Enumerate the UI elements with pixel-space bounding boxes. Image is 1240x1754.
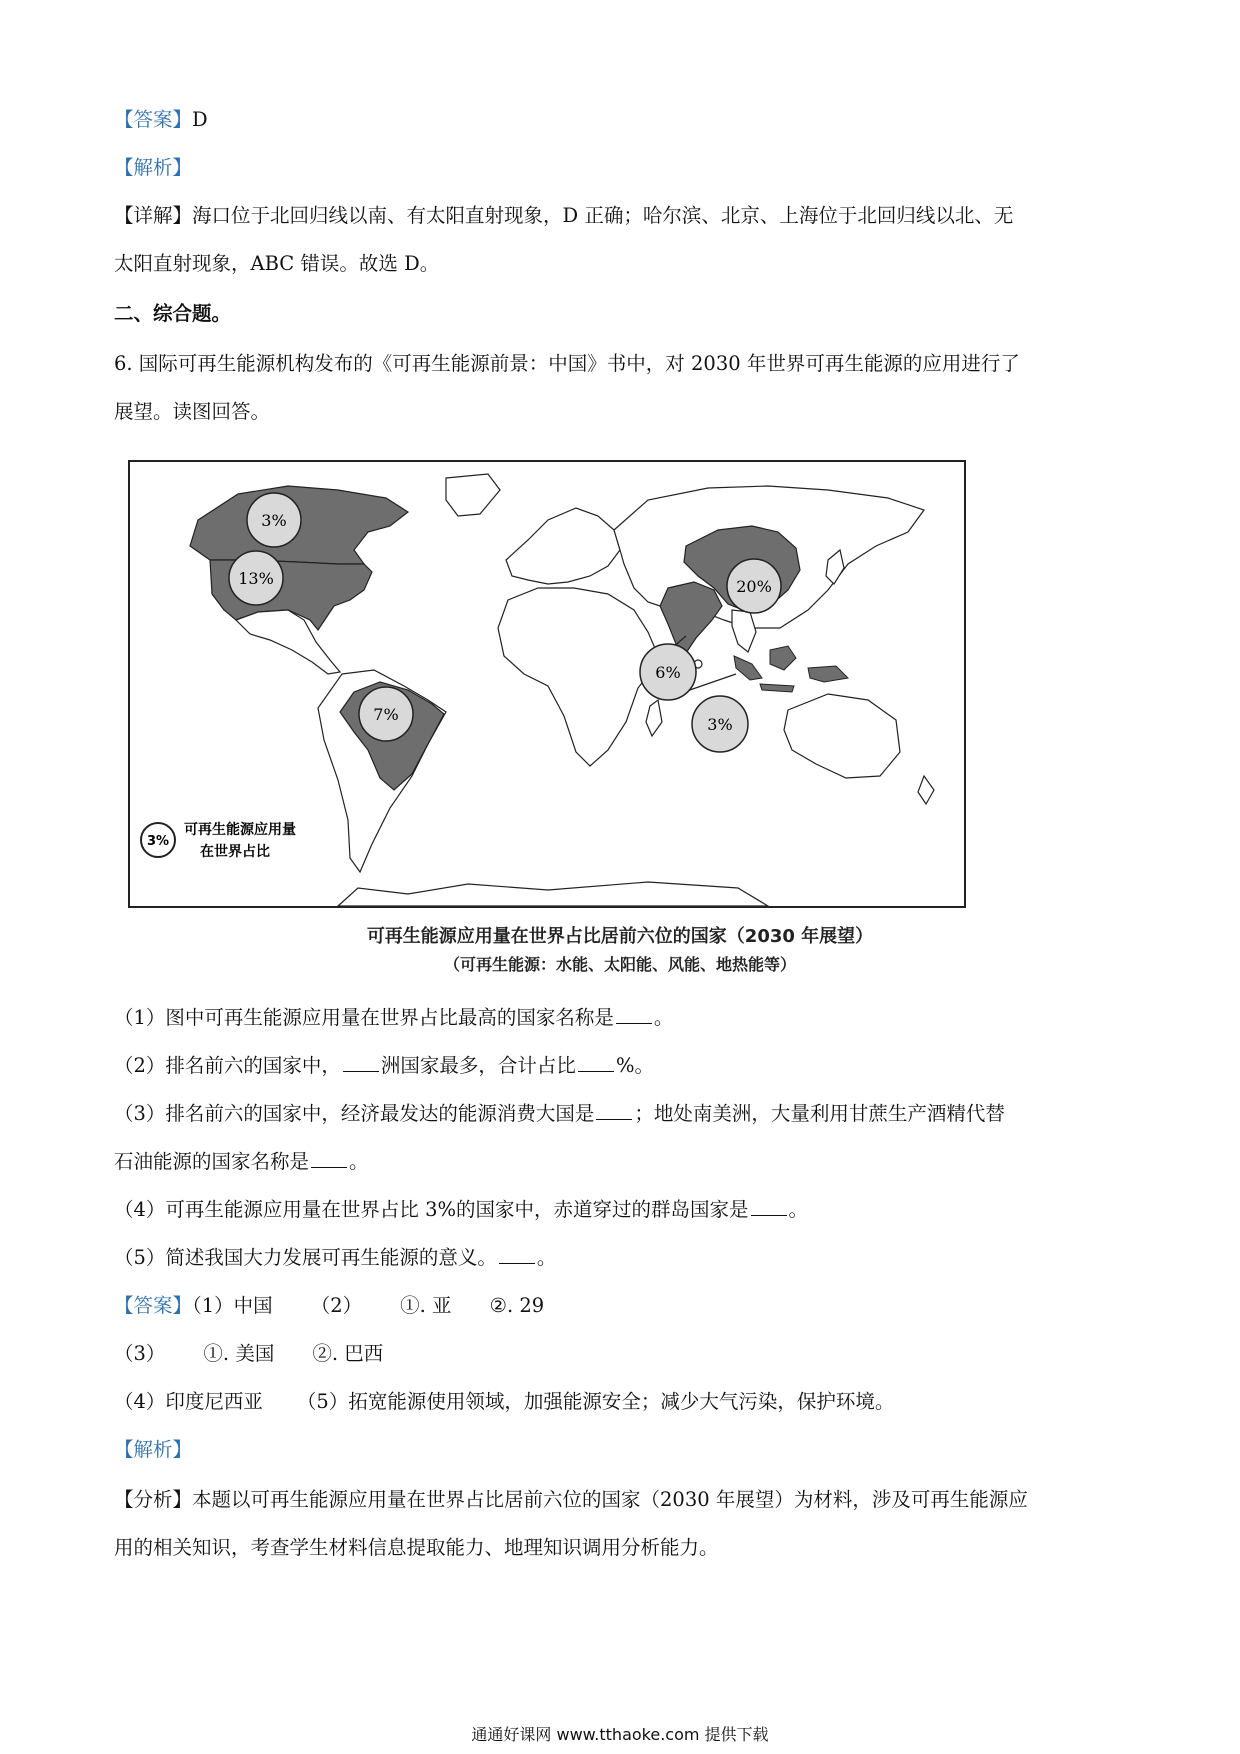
marker-usa-label: 13%: [238, 569, 274, 588]
answer-blank: [311, 1149, 347, 1168]
analysis-tag-line: [114, 154, 192, 182]
answer-3-label: （3）: [114, 1342, 166, 1365]
marker-brazil: [359, 687, 413, 741]
question-3-text-d: 。: [349, 1150, 369, 1173]
answer-blank: [616, 1005, 652, 1024]
detail-text-1: 海口位于北回归线以南、有太阳直射现象，D 正确；哈尔滨、北京、上海位于北回归线以北、无: [192, 204, 1014, 227]
detail-line-1: [114, 202, 1013, 230]
world-map-figure: [128, 460, 966, 908]
world-map: [128, 460, 966, 908]
fenxi-tag: 【分析】: [114, 1488, 193, 1511]
marker-usa: [229, 551, 283, 605]
detail-tag: 【详解】: [114, 204, 193, 227]
marker-brazil-label: 7%: [373, 705, 399, 724]
answer-5: （5）拓宽能源使用领域，加强能源安全；减少大气污染，保护环境。: [296, 1390, 895, 1413]
answer-blank: [751, 1197, 787, 1216]
marker-india-label: 6%: [655, 663, 681, 682]
question-1-end: 。: [653, 1006, 674, 1029]
question-5-end: 。: [536, 1246, 557, 1269]
answer-tag: 【答案】: [114, 108, 193, 131]
answer-line-3: [114, 1388, 894, 1416]
question-4-text: （4）可再生能源应用量在世界占比 3%的国家中，赤道穿过的群岛国家是: [114, 1198, 749, 1221]
marker-indonesia: [692, 696, 748, 752]
page-footer: 通通好课网 www.tthaoke.com 提供下载: [471, 1725, 769, 1744]
answer-blank: [596, 1101, 632, 1120]
marker-indonesia-label: 3%: [707, 715, 733, 734]
question-3-text-b: ；地处南美洲，大量利用甘蔗生产酒精代替: [634, 1102, 1005, 1125]
prev-answer-line: [114, 106, 208, 134]
marker-china-label: 20%: [736, 577, 772, 596]
answer-4: （4）印度尼西亚: [114, 1390, 263, 1413]
question-2: [114, 1052, 654, 1080]
question-3-line-2: [114, 1148, 369, 1176]
answer-line-2: [114, 1340, 383, 1368]
analysis-line-2: 用的相关知识，考查学生材料信息提取能力、地理知识调用分析能力。: [114, 1536, 719, 1559]
question-3-text-a: （3）排名前六的国家中，经济最发达的能源消费大国是: [114, 1102, 595, 1125]
legend-symbol: 3%: [146, 834, 170, 849]
answer-value: D: [192, 108, 208, 131]
question-3-text-c: 石油能源的国家名称是: [114, 1150, 310, 1173]
marker-canada: [247, 493, 301, 547]
answer-3-part-1: ①. 美国: [203, 1342, 275, 1365]
section-heading: 二、综合题。: [114, 302, 232, 325]
answer-tag-2: 【答案】: [114, 1294, 193, 1317]
question-4: [114, 1196, 808, 1224]
question-4-end: 。: [788, 1198, 809, 1221]
answer-line-1: [114, 1292, 544, 1320]
answer-2-part-1: ①. 亚: [400, 1294, 452, 1317]
legend-text-1: 可再生能源应用量: [184, 822, 296, 838]
map-caption-2: （可再生能源：水能、太阳能、风能、地热能等）: [443, 955, 796, 974]
q6-line-1: 6. 国际可再生能源机构发布的《可再生能源前景：中国》书中，对 2030 年世界可再生能源的应用进行了: [114, 352, 1020, 375]
legend-text-2: 在世界占比: [200, 844, 270, 860]
q6-line-2: 展望。读图回答。: [114, 400, 271, 423]
question-1: [114, 1004, 673, 1032]
answer-2-label: （2）: [310, 1294, 363, 1317]
question-5-text: （5）简述我国大力发展可再生能源的意义。: [114, 1246, 497, 1269]
marker-india: [640, 644, 696, 700]
marker-china: [727, 559, 781, 613]
answer-3-part-2: ②. 巴西: [312, 1342, 384, 1365]
question-2-text-c: %。: [615, 1054, 654, 1077]
analysis-text-1: 本题以可再生能源应用量在世界占比居前六位的国家（2030 年展望）为材料，涉及可再生能源应: [192, 1488, 1028, 1511]
question-5: [114, 1244, 556, 1272]
map-caption-1: 可再生能源应用量在世界占比居前六位的国家（2030 年展望）: [366, 926, 874, 947]
analysis-tag-2: 【解析】: [114, 1438, 193, 1461]
question-2-text-a: （2）排名前六的国家中，: [114, 1054, 341, 1077]
answer-2-part-2: ②. 29: [489, 1294, 545, 1317]
answer-blank: [343, 1053, 379, 1072]
question-3-line-1: [114, 1100, 1005, 1128]
analysis-line-1: [114, 1486, 1028, 1514]
answer-1: （1）中国: [192, 1294, 273, 1317]
marker-canada-label: 3%: [261, 511, 287, 530]
question-1-text: （1）图中可再生能源应用量在世界占比最高的国家名称是: [114, 1006, 614, 1029]
question-2-text-b: 洲国家最多，合计占比: [380, 1054, 576, 1077]
answer-blank: [499, 1245, 535, 1264]
answer-blank: [578, 1053, 614, 1072]
analysis-tag: 【解析】: [114, 156, 193, 179]
analysis-tag-line-2: [114, 1436, 192, 1464]
detail-line-2: 太阳直射现象，ABC 错误。故选 D。: [114, 252, 440, 275]
